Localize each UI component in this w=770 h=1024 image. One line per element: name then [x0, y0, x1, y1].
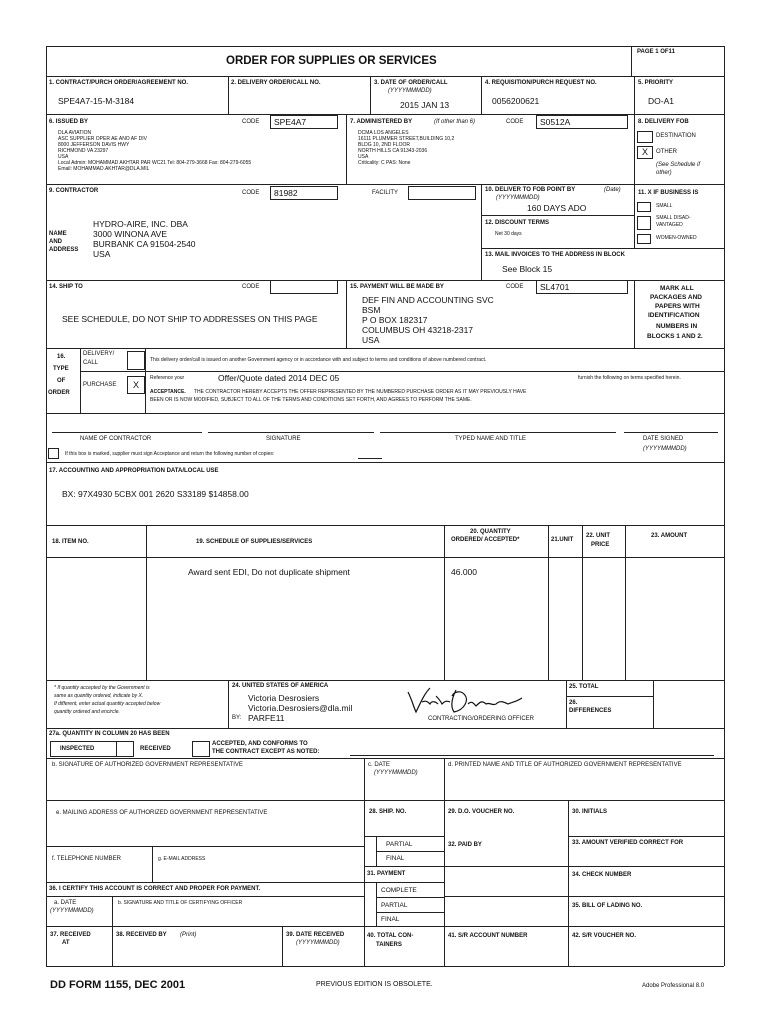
quantity-header: 20. QUANTITY [470, 529, 511, 535]
admin-line: DCMA LOS ANGELES [358, 130, 409, 136]
mark-line: PACKAGES AND [650, 294, 703, 301]
date-signed-sub: (YYYYMMMDD) [643, 446, 687, 452]
ship-no-label: 28. SHIP. NO. [369, 809, 407, 815]
noted-field[interactable] [350, 747, 714, 756]
order-label: ORDER [48, 390, 70, 396]
final-label-2: FINAL [381, 916, 400, 923]
total-containers-label: 40. TOTAL CON- [367, 933, 414, 939]
discount-terms[interactable]: Net 30 days [495, 231, 522, 237]
officer-name: Victoria Desrosiers [248, 693, 320, 703]
purchase-label: PURCHASE [83, 382, 117, 388]
differences-label-2: DIFFERENCES [569, 708, 612, 714]
mark-line: MARK ALL [660, 285, 694, 292]
purchase-checkbox[interactable]: X [127, 376, 145, 394]
b36-label: 36. I CERTIFY THIS ACCOUNT IS CORRECT AND PROPER FOR PAYMENT. [49, 886, 261, 892]
b27e-label: e. MAILING ADDRESS OF AUTHORIZED GOVERNMENT REPRESENTATIVE [56, 810, 268, 816]
b10-label-em: (Date) [604, 187, 621, 193]
issuer-line: Email: MOHAMMAD.AKHTAR@DLA.MIL [58, 166, 150, 172]
acceptance-text-1: THE CONTRACTOR HEREBY ACCEPTS THE OFFER REPRESENTED BY THE NUMBERED PURCHASE ORDER AS IT MAY PREVIOUSLY HAVE [194, 389, 527, 395]
officer-signature [404, 684, 554, 718]
quantity-note: quantity ordered and encircle. [54, 709, 120, 715]
ship-to-code[interactable] [270, 280, 338, 294]
priority[interactable]: DO-A1 [648, 96, 674, 106]
issuer-line: Local Admin: MOHAMMAD AKHTAR PAR WC21 Tel: 804-279-3668 Fax: 804-279-6055 [58, 160, 252, 166]
inspected-label: INSPECTED [60, 746, 95, 752]
contractor-line: HYDRO-AIRE, INC. DBA [93, 219, 188, 229]
voucher-no-label: 29. D.O. VOUCHER NO. [448, 809, 515, 815]
issuer-line: DLA AVIATION [58, 130, 92, 136]
admin-line: 16111 PLUMMER STREET,BUILDING 10,2 [358, 136, 455, 142]
admin-line: Criticality: C PAS: None [358, 160, 411, 166]
b5-label: 5. PRIORITY [638, 80, 674, 86]
b36b-label: b. SIGNATURE AND TITLE OF CERTIFYING OFFICER [118, 900, 243, 906]
unit-header: 21.UNIT [551, 537, 574, 543]
b13-label: 13. MAIL INVOICES TO THE ADDRESS IN BLOCK [485, 252, 625, 258]
received-label: RECEIVED [140, 746, 171, 752]
type-label: TYPE [53, 366, 69, 372]
b7-code-label: CODE [506, 119, 524, 125]
partial-label: PARTIAL [386, 841, 413, 848]
accepted-label-2: THE CONTRACT EXCEPT AS NOTED: [212, 749, 320, 755]
ship-to[interactable]: SEE SCHEDULE, DO NOT SHIP TO ADDRESSES ON THIS PAGE [62, 314, 318, 324]
furnish-text: furnish the following on terms specified herein. [578, 375, 681, 381]
signature-label: SIGNATURE [266, 436, 301, 442]
b17-label: 17. ACCOUNTING AND APPROPRIATION DATA/LOCAL USE [49, 468, 219, 474]
email-label: g. E-MAIL ADDRESS [158, 856, 206, 862]
b3-sub: (YYYYMMMDD) [388, 88, 432, 94]
payment-line: BSM [362, 305, 381, 315]
b10-label: 10. DELIVER TO FOB POINT BY [485, 187, 576, 193]
contracting-officer-label: CONTRACTING/ORDERING OFFICER [428, 716, 534, 722]
b12-label: 12. DISCOUNT TERMS [485, 220, 550, 226]
accounting-data[interactable]: BX: 97X4930 5CBX 001 2620 S33189 $14858.00 [62, 489, 249, 499]
typed-name-label: TYPED NAME AND TITLE [455, 436, 526, 442]
acceptance-label: ACCEPTANCE. [150, 389, 186, 395]
b6-label: 6. ISSUED BY [49, 119, 89, 125]
facility-label: FACILITY [372, 190, 399, 196]
quantity-note: * If quantity accepted by the Government is [54, 685, 150, 691]
telephone-label: f. TELEPHONE NUMBER [52, 856, 121, 862]
facility-field[interactable] [408, 186, 476, 200]
call-label: CALL [83, 360, 99, 366]
contractor-code[interactable]: 81982 [270, 186, 338, 200]
total-containers-label-2: TAINERS [376, 942, 402, 948]
quantity-header-2: ORDERED/ ACCEPTED* [451, 537, 520, 543]
disadvantaged-label-2: VANTAGED [656, 222, 683, 228]
fob-note-2: other) [656, 170, 672, 176]
officer-email: Victoria.Desrosiers@dla.mil [248, 703, 353, 713]
b6-code-label: CODE [242, 119, 260, 125]
address-label: ADDRESS [49, 247, 79, 253]
women-owned-checkbox[interactable] [637, 234, 651, 244]
b27c-label: c. DATE [368, 762, 390, 768]
reference-label: Reference your [150, 375, 185, 381]
women-owned-label: WOMEN-OWNED [656, 235, 697, 241]
mark-line: BLOCKS 1 AND 2. [647, 333, 703, 340]
issuer-line: ASC SUPPLIER OPER AE ANO AF DIV [58, 136, 147, 142]
admin-line: BLDG 10, 2ND FLOOR [358, 142, 410, 148]
issuer-line: USA [58, 154, 69, 160]
b27d-label: d. PRINTED NAME AND TITLE OF AUTHORIZED GOVERNMENT REPRESENTATIVE [448, 762, 682, 768]
b14-label: 14. SHIP TO [49, 284, 83, 290]
quantity-note: If different, enter actual quantity accepted below [54, 701, 161, 707]
disadvantaged-checkbox[interactable] [637, 216, 651, 230]
initials-label: 30. INITIALS [572, 809, 608, 815]
payment-label: 31. PAYMENT [367, 871, 406, 877]
form-number: DD FORM 1155, DEC 2001 [50, 979, 186, 991]
b36a-sub: (YYYYMMMDD) [50, 908, 94, 914]
b27-label: 27a. QUANTITY IN COLUMN 20 HAS BEEN [49, 731, 170, 737]
check-number-label: 34. CHECK NUMBER [572, 872, 632, 878]
date-received-sub: (YYYYMMMDD) [296, 940, 340, 946]
b27c-sub: (YYYYMMMDD) [374, 770, 418, 776]
b9-label: 9. CONTRACTOR [49, 188, 99, 194]
by-value: PARFE11 [248, 713, 285, 723]
date-signed-label: DATE SIGNED [643, 436, 684, 442]
payment-line: COLUMBUS OH 43218-2317 [362, 325, 474, 335]
name-of-contractor-label: NAME OF CONTRACTOR [80, 436, 152, 442]
b36a-label: a. DATE [54, 900, 77, 906]
return-copies-checkbox[interactable] [48, 448, 59, 459]
final-label: FINAL [386, 855, 405, 862]
disadvantaged-label: SMALL DISAD- [656, 215, 691, 221]
admin-line: NORTH HILLS CA 91343-2036 [358, 148, 428, 154]
sr-voucher-label: 42. S/R VOUCHER NO. [572, 933, 637, 939]
bill-of-lading-label: 35. BILL OF LADING NO. [572, 903, 643, 909]
b7-label: 7. ADMINISTERED BY [350, 119, 413, 125]
b11-label: 11. X IF BUSINESS IS [638, 190, 699, 196]
small-checkbox[interactable] [637, 202, 651, 212]
b27b-label: b. SIGNATURE OF AUTHORIZED GOVERNMENT REPRESENTATIVE [52, 762, 243, 768]
mark-line: PAPERS WITH [655, 303, 700, 310]
form-title: ORDER FOR SUPPLIES OR SERVICES [226, 55, 437, 67]
contractor-line: BURBANK CA 91504-2540 [93, 239, 196, 249]
offer-date[interactable]: Offer/Quote dated 2014 DEC 05 [218, 373, 340, 383]
delivery-date[interactable]: 160 DAYS ADO [527, 203, 587, 213]
date-received-label: 39. DATE RECEIVED [286, 932, 345, 938]
b10-sub: (YYYYMMMDD) [496, 195, 540, 201]
contractor-line: 3000 WINONA AVE [93, 229, 168, 239]
complete-label: COMPLETE [381, 887, 417, 894]
received-by-em: (Print) [180, 932, 197, 938]
amount-verified-label: 33. AMOUNT VERIFIED CORRECT FOR [572, 840, 684, 846]
delivery-checkbox[interactable] [127, 351, 145, 370]
adobe-note: Adobe Professional 8.0 [642, 983, 705, 989]
small-label: SMALL [656, 203, 673, 209]
received-by-label: 38. RECEIVED BY [116, 932, 167, 938]
and-label: AND [49, 239, 62, 245]
b24-label: 24. UNITED STATES OF AMERICA [232, 683, 329, 689]
requisition-number[interactable]: 0056200621 [492, 96, 540, 106]
schedule-description: Award sent EDI, Do not duplicate shipment [188, 567, 350, 577]
b1-label: 1. CONTRACT/PURCH ORDER/AGREEMENT NO. [49, 80, 189, 86]
sr-account-label: 41. S/R ACCOUNT NUMBER [448, 933, 528, 939]
mark-line: NUMBERS IN [656, 323, 698, 330]
schedule-header: 19. SCHEDULE OF SUPPLIES/SERVICES [196, 539, 313, 545]
payment-line: USA [362, 335, 380, 345]
amount-header: 23. AMOUNT [651, 533, 688, 539]
total-label: 25. TOTAL [569, 684, 599, 690]
issuer-line: 8000 JEFFERSON DAVIS HWY [58, 142, 130, 148]
order-date[interactable]: 2015 JAN 13 [400, 100, 450, 110]
fob-note: (See Schedule if [656, 162, 701, 168]
b3-label: 3. DATE OF ORDER/CALL [374, 80, 448, 86]
b15-code-label: CODE [506, 284, 524, 290]
b4-label: 4. REQUISITION/PURCH REQUEST NO. [485, 80, 597, 86]
copies-field[interactable] [358, 447, 382, 459]
b15-label: 15. PAYMENT WILL BE MADE BY [350, 284, 444, 290]
other-checkbox[interactable]: X [637, 146, 653, 159]
delivery-text: This delivery order/call is issued on another Government agency or in accordance with and subject to terms and conditions of above numbered contract. [150, 357, 487, 363]
payment-line: DEF FIN AND ACCOUNTING SVC [362, 295, 494, 305]
inspected-checkbox[interactable] [116, 741, 134, 757]
paid-by-label: 32. PAID BY [448, 842, 482, 848]
b7-code[interactable]: S0512A [536, 115, 628, 129]
page-number: PAGE 1 OF11 [637, 49, 675, 55]
contractor-line: USA [93, 249, 111, 259]
b16-label: 16. [57, 354, 66, 360]
return-copies-text: If this box is marked, supplier must sign Acceptance and return the following number of copies: [65, 451, 275, 457]
b14-code-label: CODE [242, 284, 260, 290]
acceptance-text-2: BEEN OR IS NOW MODIFIED, SUBJECT TO ALL OF THE TERMS AND CONDITIONS SET FORTH, AND AGREES TO PERFORM THE SAME. [150, 397, 472, 403]
destination-checkbox[interactable] [637, 131, 653, 143]
obsolete-note: PREVIOUS EDITION IS OBSOLETE. [316, 981, 433, 988]
quantity-value[interactable]: 46.000 [451, 567, 477, 577]
by-label: BY: [232, 715, 242, 721]
issuer-line: RICHMOND VA 23297 [58, 148, 109, 154]
item-no-header: 18. ITEM NO. [52, 539, 89, 545]
of-label: OF [57, 378, 66, 384]
name-label: NAME [49, 231, 67, 237]
mark-line: IDENTIFICATION [648, 312, 700, 319]
received-at-label: 37. RECEIVED [50, 932, 91, 938]
contract-number[interactable]: SPE4A7-15-M-3184 [58, 96, 135, 106]
unit-price-header-2: PRICE [591, 542, 610, 548]
b8-label: 8. DELIVERY FOB [638, 119, 689, 125]
accepted-label: ACCEPTED, AND CONFORMS TO [212, 741, 308, 747]
payment-code[interactable]: SL4701 [536, 280, 628, 294]
destination-label: DESTINATION [656, 133, 696, 139]
other-label: OTHER [656, 149, 677, 155]
quantity-note: same as quantity ordered, indicate by X. [54, 693, 144, 699]
b2-label: 2. DELIVERY ORDER/CALL NO. [231, 80, 321, 86]
delivery-label: DELIVERY/ [83, 351, 115, 357]
differences-label: 26. [569, 700, 578, 706]
admin-line: USA [358, 154, 369, 160]
payment-line: P O BOX 182317 [362, 315, 428, 325]
mail-invoice[interactable]: See Block 15 [502, 264, 553, 274]
unit-price-header: 22. UNIT [586, 533, 611, 539]
b7-label-em: (If other than 6) [434, 119, 476, 125]
received-checkbox[interactable] [192, 741, 210, 757]
partial-label-2: PARTIAL [381, 902, 408, 909]
b9-code-label: CODE [242, 190, 260, 196]
received-at-label-2: AT [62, 940, 70, 946]
b6-code[interactable]: SPE4A7 [270, 115, 338, 129]
